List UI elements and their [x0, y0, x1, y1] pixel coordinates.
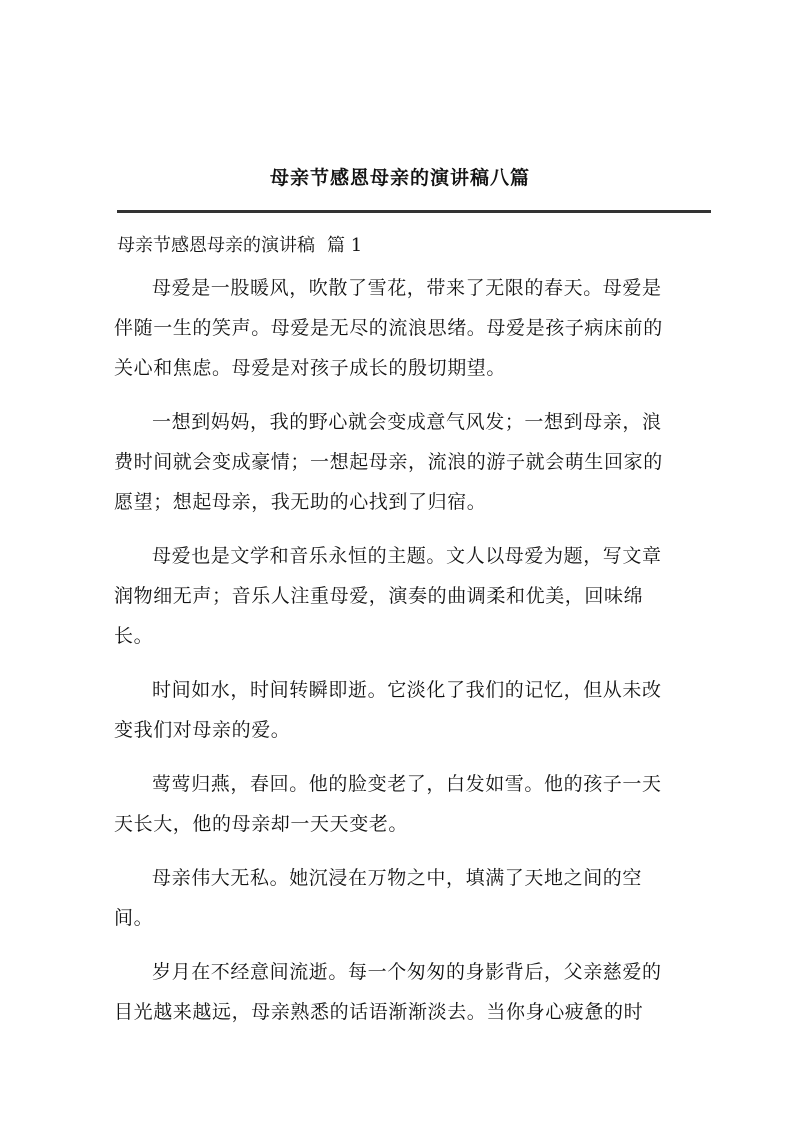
paragraph-line: 伴随一生的笑声。母爱是无尽的流浪思绪。母爱是孩子病床前的: [114, 317, 663, 339]
paragraph: [114, 536, 710, 656]
paragraph-line: 关心和焦虑。母爱是对孩子成长的殷切期望。: [114, 357, 507, 379]
paragraph-line: 母爱是一股暖风，吹散了雪花，带来了无限的春天。母爱是: [152, 277, 662, 299]
paragraph-line: 目光越来越远，母亲熟悉的话语渐渐淡去。当你身心疲惫的时: [114, 1001, 644, 1023]
paragraph-line: 莺莺归燕，春回。他的脸变老了，白发如雪。他的孩子一天: [152, 773, 662, 795]
paragraph-line: 变我们对母亲的爱。: [114, 719, 291, 741]
paragraph-line: 润物细无声；音乐人注重母爱，演奏的曲调柔和优美，回味绵: [114, 585, 644, 607]
paragraph: [114, 670, 710, 750]
paragraph-line: 岁月在不经意间流逝。每一个匆匆的身影背后，父亲慈爱的: [152, 961, 662, 983]
paragraph: [114, 268, 710, 388]
paragraph-line: 时间如水，时间转瞬即逝。它淡化了我们的记忆，但从未改: [152, 679, 662, 701]
document-body: [114, 268, 710, 1046]
paragraph-line: 愿望；想起母亲，我无助的心找到了归宿。: [114, 491, 487, 513]
paragraph-line: 间。: [114, 907, 154, 929]
paragraph-line: 长。: [114, 625, 154, 647]
paragraph: [114, 952, 710, 1032]
section-number: 篇 1: [327, 235, 363, 256]
section-heading: [117, 233, 711, 259]
paragraph: [114, 858, 710, 938]
paragraph-line: 母亲伟大无私。她沉浸在万物之中，填满了天地之间的空: [152, 867, 643, 889]
paragraph-line: 费时间就会变成豪情；一想起母亲，流浪的游子就会萌生回家的: [114, 451, 663, 473]
document-title: 母亲节感恩母亲的演讲稿八篇: [269, 167, 530, 189]
paragraph: [114, 764, 710, 844]
paragraph-line: 母爱也是文学和音乐永恒的主题。文人以母爱为题，写文章: [152, 545, 662, 567]
paragraph-line: 一想到妈妈，我的野心就会变成意气风发；一想到母亲，浪: [152, 411, 662, 433]
paragraph-line: 天长大，他的母亲却一天天变老。: [114, 813, 409, 835]
title-divider: [117, 210, 711, 213]
section-heading-text: 母亲节感恩母亲的演讲稿: [117, 235, 315, 256]
paragraph: [114, 402, 710, 522]
